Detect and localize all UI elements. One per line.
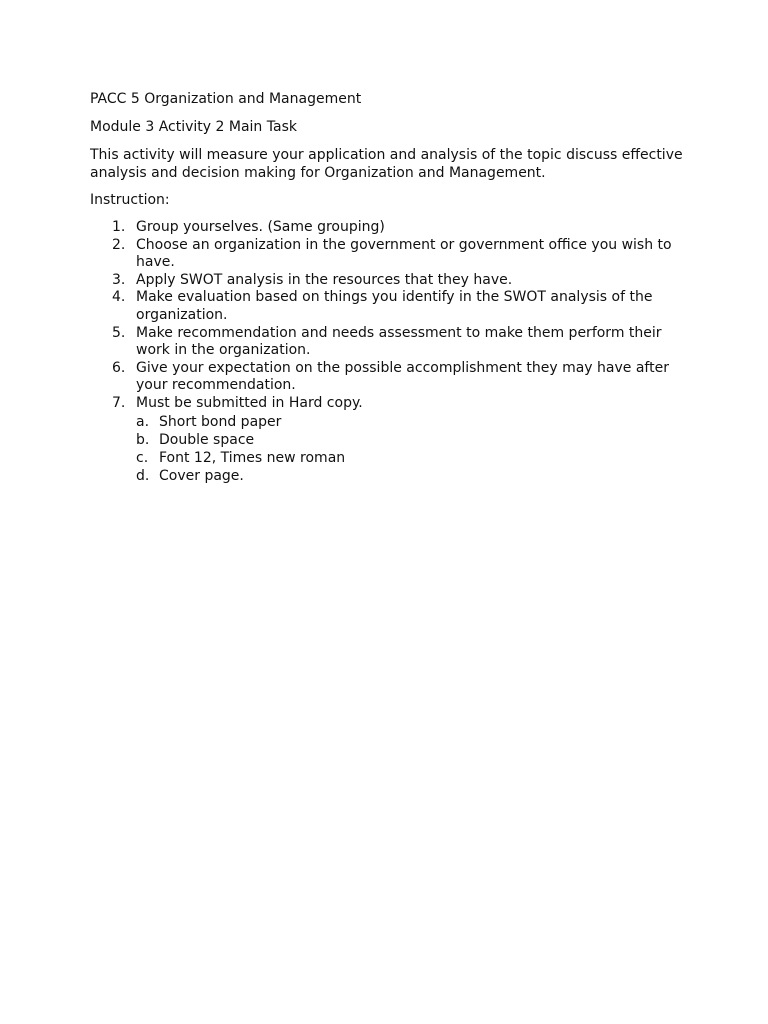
list-item [90,395,684,485]
document-page [90,90,684,485]
list-item-number: 2. [112,236,126,253]
sub-list-item-text: Font 12, Times new roman [159,449,346,466]
list-item-number: 6. [112,359,126,376]
sub-list-item-text: Cover page. [159,467,244,484]
list-item-text: Make evaluation based on things you identify in the SWOT analysis of the organization. [136,289,653,323]
sub-list-item [136,431,684,449]
list-item-text: Must be submitted in Hard copy. [136,394,363,411]
list-item [90,325,684,360]
sub-list-item-text: Double space [159,431,255,448]
document-title: PACC 5 Organization and Management [90,91,362,107]
list-item-number: 5. [112,324,126,341]
list-item-text: Make recommendation and needs assessment to make them perform their work in the organization. [136,324,662,359]
sub-list-item-letter: b. [136,431,150,448]
list-item-text: Apply SWOT analysis in the resources that they have. [136,271,513,288]
sub-list-item-letter: d. [136,467,150,484]
list-item-number: 1. [112,219,126,235]
list-item [90,360,684,395]
list-item-text: Choose an organization in the government or government office you wish to have. [136,236,672,271]
instruction-label: Instruction: [90,192,170,208]
sub-list-item [136,413,684,431]
list-item-number: 7. [112,394,126,411]
sub-list-item [136,467,684,485]
document-subtitle: Module 3 Activity 2 Main Task [90,119,297,135]
sub-list-item-letter: c. [136,449,149,466]
list-item-text: Group yourselves. (Same grouping) [136,219,385,235]
intro-paragraph: This activity will measure your application and analysis of the topic discuss effective analysis and decision making for Organization and Management. [90,147,683,181]
list-item [90,219,684,237]
sub-list-item-letter: a. [136,413,150,430]
list-item-text: Give your expectation on the possible accomplishment they may have after your recommendation. [136,359,669,394]
list-item-number: 4. [112,289,126,306]
instruction-list [90,219,684,485]
list-item [90,237,684,272]
sub-list-item [136,449,684,467]
sub-list [136,413,684,485]
sub-list-item-text: Short bond paper [159,413,282,430]
list-item-number: 3. [112,271,126,288]
list-item [90,272,684,290]
list-item [90,289,684,324]
